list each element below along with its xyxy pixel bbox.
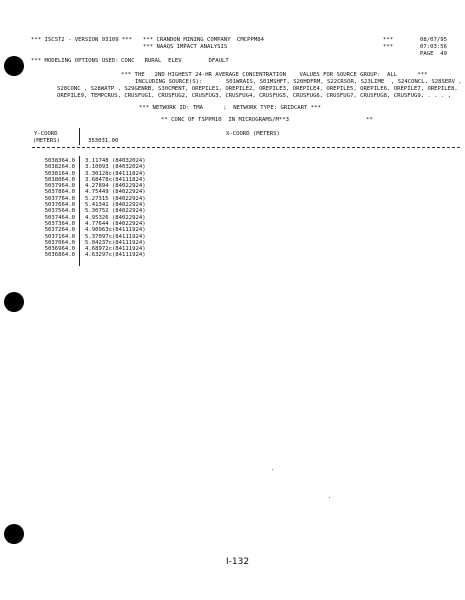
concentration: 4.75449 (84022924) xyxy=(85,189,146,196)
concentration: 4.95326 (84022924) xyxy=(85,214,146,221)
xcoord-header: X-COORD (METERS) xyxy=(226,131,280,137)
y-coord: 5037664.0 xyxy=(44,202,75,209)
scan-speck xyxy=(329,497,330,498)
header-separator xyxy=(79,128,80,145)
y-coord: 5037564.0 xyxy=(44,208,75,215)
concentration: 4.63297c(84111924) xyxy=(85,252,146,259)
units-line: ** CONC OF TSPPM10 IN MICROGRAMS/M**3 xyxy=(161,117,289,123)
run-date: 08/07/95 xyxy=(420,37,447,43)
summary-title: *** THE 2ND HIGHEST 24-HR AVERAGE CONCENTRATION VALUES FOR SOURCE GROUP: ALL *** xyxy=(121,72,428,78)
source-list-line-2: S28CONC , S28WATP , S29GENRB, S30CMENT, OREPILE1, OREPILE2, OREPILE3, OREPILE4, OREPILE5, OREPILE6, OREPILE7, OREPILE8, xyxy=(57,86,458,92)
concentration: 3.10093 (84032024) xyxy=(85,164,146,171)
y-coord: 5037064.0 xyxy=(44,239,75,246)
concentration: 4.68972c(84111924) xyxy=(85,246,146,253)
header-rule xyxy=(32,147,460,148)
concentration: 4.90963c(84111924) xyxy=(85,227,146,234)
concentration: 5.27315 (84022924) xyxy=(85,195,146,202)
concentration: 5.37097c(84111924) xyxy=(85,233,146,240)
concentration: 5.41341 (84022924) xyxy=(85,202,146,209)
y-coord: 5038164.0 xyxy=(44,170,75,177)
concentration: 5.30752 (84022924) xyxy=(85,208,146,215)
y-coord: 5037864.0 xyxy=(44,189,75,196)
y-coord: 5037464.0 xyxy=(44,214,75,221)
concentration: 5.04237c(84111924) xyxy=(85,239,146,246)
punch-hole-bottom xyxy=(4,524,24,544)
source-list-line-1: INCLUDING SOURCE(S): S01WRAIS, S01MSHFT, S20HDFRM, S22CRSOR, S23LIME , S24CONCL, S28SERV , xyxy=(135,79,462,85)
y-coord: 5038064.0 xyxy=(44,176,75,183)
page-number: I-132 xyxy=(226,557,250,567)
run-time: 07:03:56 xyxy=(420,44,447,50)
time-marker: *** xyxy=(383,44,394,50)
y-coord: 5037164.0 xyxy=(44,233,75,240)
analysis-subtitle: *** NAAQS IMPACT ANALYSIS xyxy=(143,44,228,50)
y-coord: 5038264.0 xyxy=(44,164,75,171)
network-info: *** NETWORK ID: TMA ; NETWORK TYPE: GRIDCART *** xyxy=(139,105,321,111)
run-id: CMCPPM84 xyxy=(237,37,264,43)
y-coord: 5037264.0 xyxy=(44,227,75,234)
y-coord: 5036964.0 xyxy=(44,246,75,253)
ycoord-header: Y-COORD xyxy=(34,131,58,137)
units-marker: ** xyxy=(366,117,373,123)
concentration: 4.77644 (84022924) xyxy=(85,220,146,227)
concentration: 3.30128c(84111824) xyxy=(85,170,146,177)
scan-speck xyxy=(272,469,273,470)
punch-hole-middle xyxy=(4,292,24,312)
page-label: PAGE 49 xyxy=(420,51,447,57)
concentration: 3.68478c(84111824) xyxy=(85,176,146,183)
source-list-line-3: OREPILE9, TEMPCRUS, CRUSFUG1, CRUSFUG2, CRUSFUG3, CRUSFUG4, CRUSFUG5, CRUSFUG6, CRUSFUG7, CRUSFUG8, CRUSFUG9, . . . , xyxy=(57,93,452,99)
punch-hole-top xyxy=(4,56,24,76)
y-coord: 5037764.0 xyxy=(44,195,75,202)
concentration: 4.27894 (84022924) xyxy=(85,183,146,190)
modeling-options-label: *** MODELING OPTIONS USED: xyxy=(31,58,119,64)
xcoord-value: 353031.00 xyxy=(88,138,119,144)
concentration: 3.11748 (84032024) xyxy=(85,158,146,164)
y-coord: 5037964.0 xyxy=(44,183,75,190)
y-coord: 5037364.0 xyxy=(44,220,75,227)
ycoord-units-header: (METERS) xyxy=(33,138,60,144)
y-coord: 5038364.0 xyxy=(44,158,75,164)
data-table xyxy=(32,158,172,259)
modeling-options-values: CONC RURAL ELEV DFAULT xyxy=(121,58,229,64)
y-coord: 5036864.0 xyxy=(44,252,75,259)
date-marker: *** xyxy=(383,37,394,43)
company-name: *** CRANDON MINING COMPANY xyxy=(143,37,231,43)
program-version: *** ISCST2 - VERSION 93109 *** xyxy=(31,37,133,43)
table-row xyxy=(32,252,172,258)
